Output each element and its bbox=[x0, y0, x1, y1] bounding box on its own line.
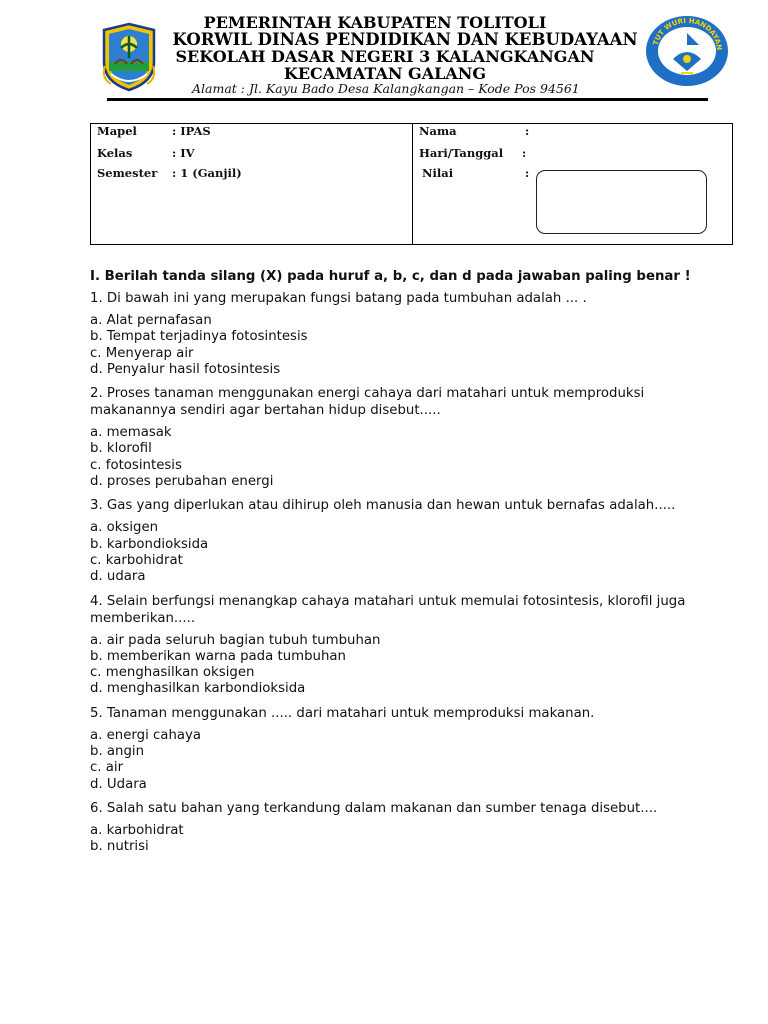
answer-options bbox=[90, 520, 700, 585]
answer-option[interactable]: b. karbondioksida bbox=[90, 536, 209, 552]
answer-options bbox=[90, 728, 700, 793]
question-text: 3. Gas yang diperlukan atau dihirup oleh manusia dan hewan untuk bernafas adalah..... bbox=[90, 498, 676, 514]
answer-option[interactable]: d. Udara bbox=[90, 776, 147, 792]
answer-option[interactable]: a. air pada seluruh bagian tubuh tumbuhan bbox=[90, 632, 381, 648]
header-school-name: SEKOLAH DASAR NEGERI 3 KALANGKANGAN bbox=[175, 47, 595, 66]
answer-option[interactable]: a. energi cahaya bbox=[90, 727, 202, 743]
instruction-heading: I. Berilah tanda silang (X) pada huruf a, b, c, dan d pada jawaban paling benar ! bbox=[90, 269, 691, 284]
nilai-label: Nilai bbox=[422, 166, 454, 180]
answer-option[interactable]: c. karbohidrat bbox=[90, 552, 183, 568]
question-text: 5. Tanaman menggunakan ..... dari matahari untuk memproduksi makanan. bbox=[90, 705, 595, 721]
hari-tanggal-label: Hari/Tanggal bbox=[419, 146, 504, 160]
table-column-divider bbox=[412, 124, 413, 244]
nilai-colon: : bbox=[525, 166, 530, 180]
answer-option[interactable]: d. proses perubahan energi bbox=[90, 474, 274, 490]
student-info-table bbox=[90, 123, 733, 245]
header-government-title: PEMERINTAH KABUPATEN TOLITOLI bbox=[203, 13, 547, 32]
header-subdistrict: KECAMATAN GALANG bbox=[283, 64, 487, 83]
answer-option[interactable]: d. udara bbox=[90, 569, 146, 585]
question-text: 4. Selain berfungsi menangkap cahaya matahari untuk memulai fotosintesis, klorofil juga memberikan..... bbox=[90, 593, 686, 626]
answer-option[interactable]: b. klorofil bbox=[90, 441, 152, 457]
answer-option[interactable]: b. nutrisi bbox=[90, 839, 149, 855]
answer-option[interactable]: b. Tempat terjadinya fotosintesis bbox=[90, 329, 308, 345]
mapel-label: Mapel bbox=[97, 124, 137, 138]
answer-option[interactable]: a. oksigen bbox=[90, 520, 159, 536]
answer-options bbox=[90, 633, 700, 698]
semester-label: Semester bbox=[97, 166, 158, 180]
nama-colon: : bbox=[525, 124, 530, 138]
nama-label: Nama bbox=[419, 124, 457, 138]
header-divider bbox=[107, 98, 708, 101]
question-text: 6. Salah satu bahan yang terkandung dalam makanan dan sumber tenaga disebut.... bbox=[90, 800, 658, 816]
kelas-value: : IV bbox=[172, 146, 195, 160]
question-text: 1. Di bawah ini yang merupakan fungsi batang pada tumbuhan adalah ... . bbox=[90, 291, 587, 306]
school-address: Alamat : Jl. Kayu Bado Desa Kalangkangan – Kode Pos 94561 bbox=[192, 81, 580, 96]
answer-option[interactable]: b. angin bbox=[90, 744, 145, 760]
mapel-value: : IPAS bbox=[172, 124, 211, 138]
question-list bbox=[90, 290, 700, 856]
answer-option[interactable]: b. memberikan warna pada tumbuhan bbox=[90, 648, 346, 664]
answer-option[interactable]: c. menghasilkan oksigen bbox=[90, 665, 255, 681]
semester-value: : 1 (Ganjil) bbox=[172, 166, 242, 180]
question-section bbox=[90, 268, 700, 863]
answer-option[interactable]: c. air bbox=[90, 760, 124, 776]
answer-options bbox=[90, 313, 700, 378]
answer-option[interactable]: d. menghasilkan karbondioksida bbox=[90, 681, 306, 697]
header-department-title: KORWIL DINAS PENDIDIKAN DAN KEBUDAYAAN bbox=[172, 30, 638, 49]
answer-option[interactable]: a. karbohidrat bbox=[90, 822, 184, 838]
question-text: 2. Proses tanaman menggunakan energi cahaya dari matahari untuk memproduksi makanannya sendiri agar bertahan hidup disebut..... bbox=[90, 386, 645, 419]
answer-option[interactable]: d. Penyalur hasil fotosintesis bbox=[90, 361, 281, 377]
answer-option[interactable]: a. memasak bbox=[90, 425, 172, 441]
answer-option[interactable]: c. Menyerap air bbox=[90, 345, 194, 361]
svg-text:TUT WURI HANDAYANI: TUT WURI HANDAYAN bbox=[651, 16, 724, 51]
kelas-label: Kelas bbox=[97, 146, 133, 160]
answer-options bbox=[90, 823, 700, 856]
answer-option[interactable]: c. fotosintesis bbox=[90, 457, 182, 473]
answer-option[interactable]: a. Alat pernafasan bbox=[90, 313, 212, 328]
score-box[interactable] bbox=[536, 170, 707, 234]
hari-tanggal-colon: : bbox=[522, 146, 527, 160]
answer-options bbox=[90, 425, 700, 490]
